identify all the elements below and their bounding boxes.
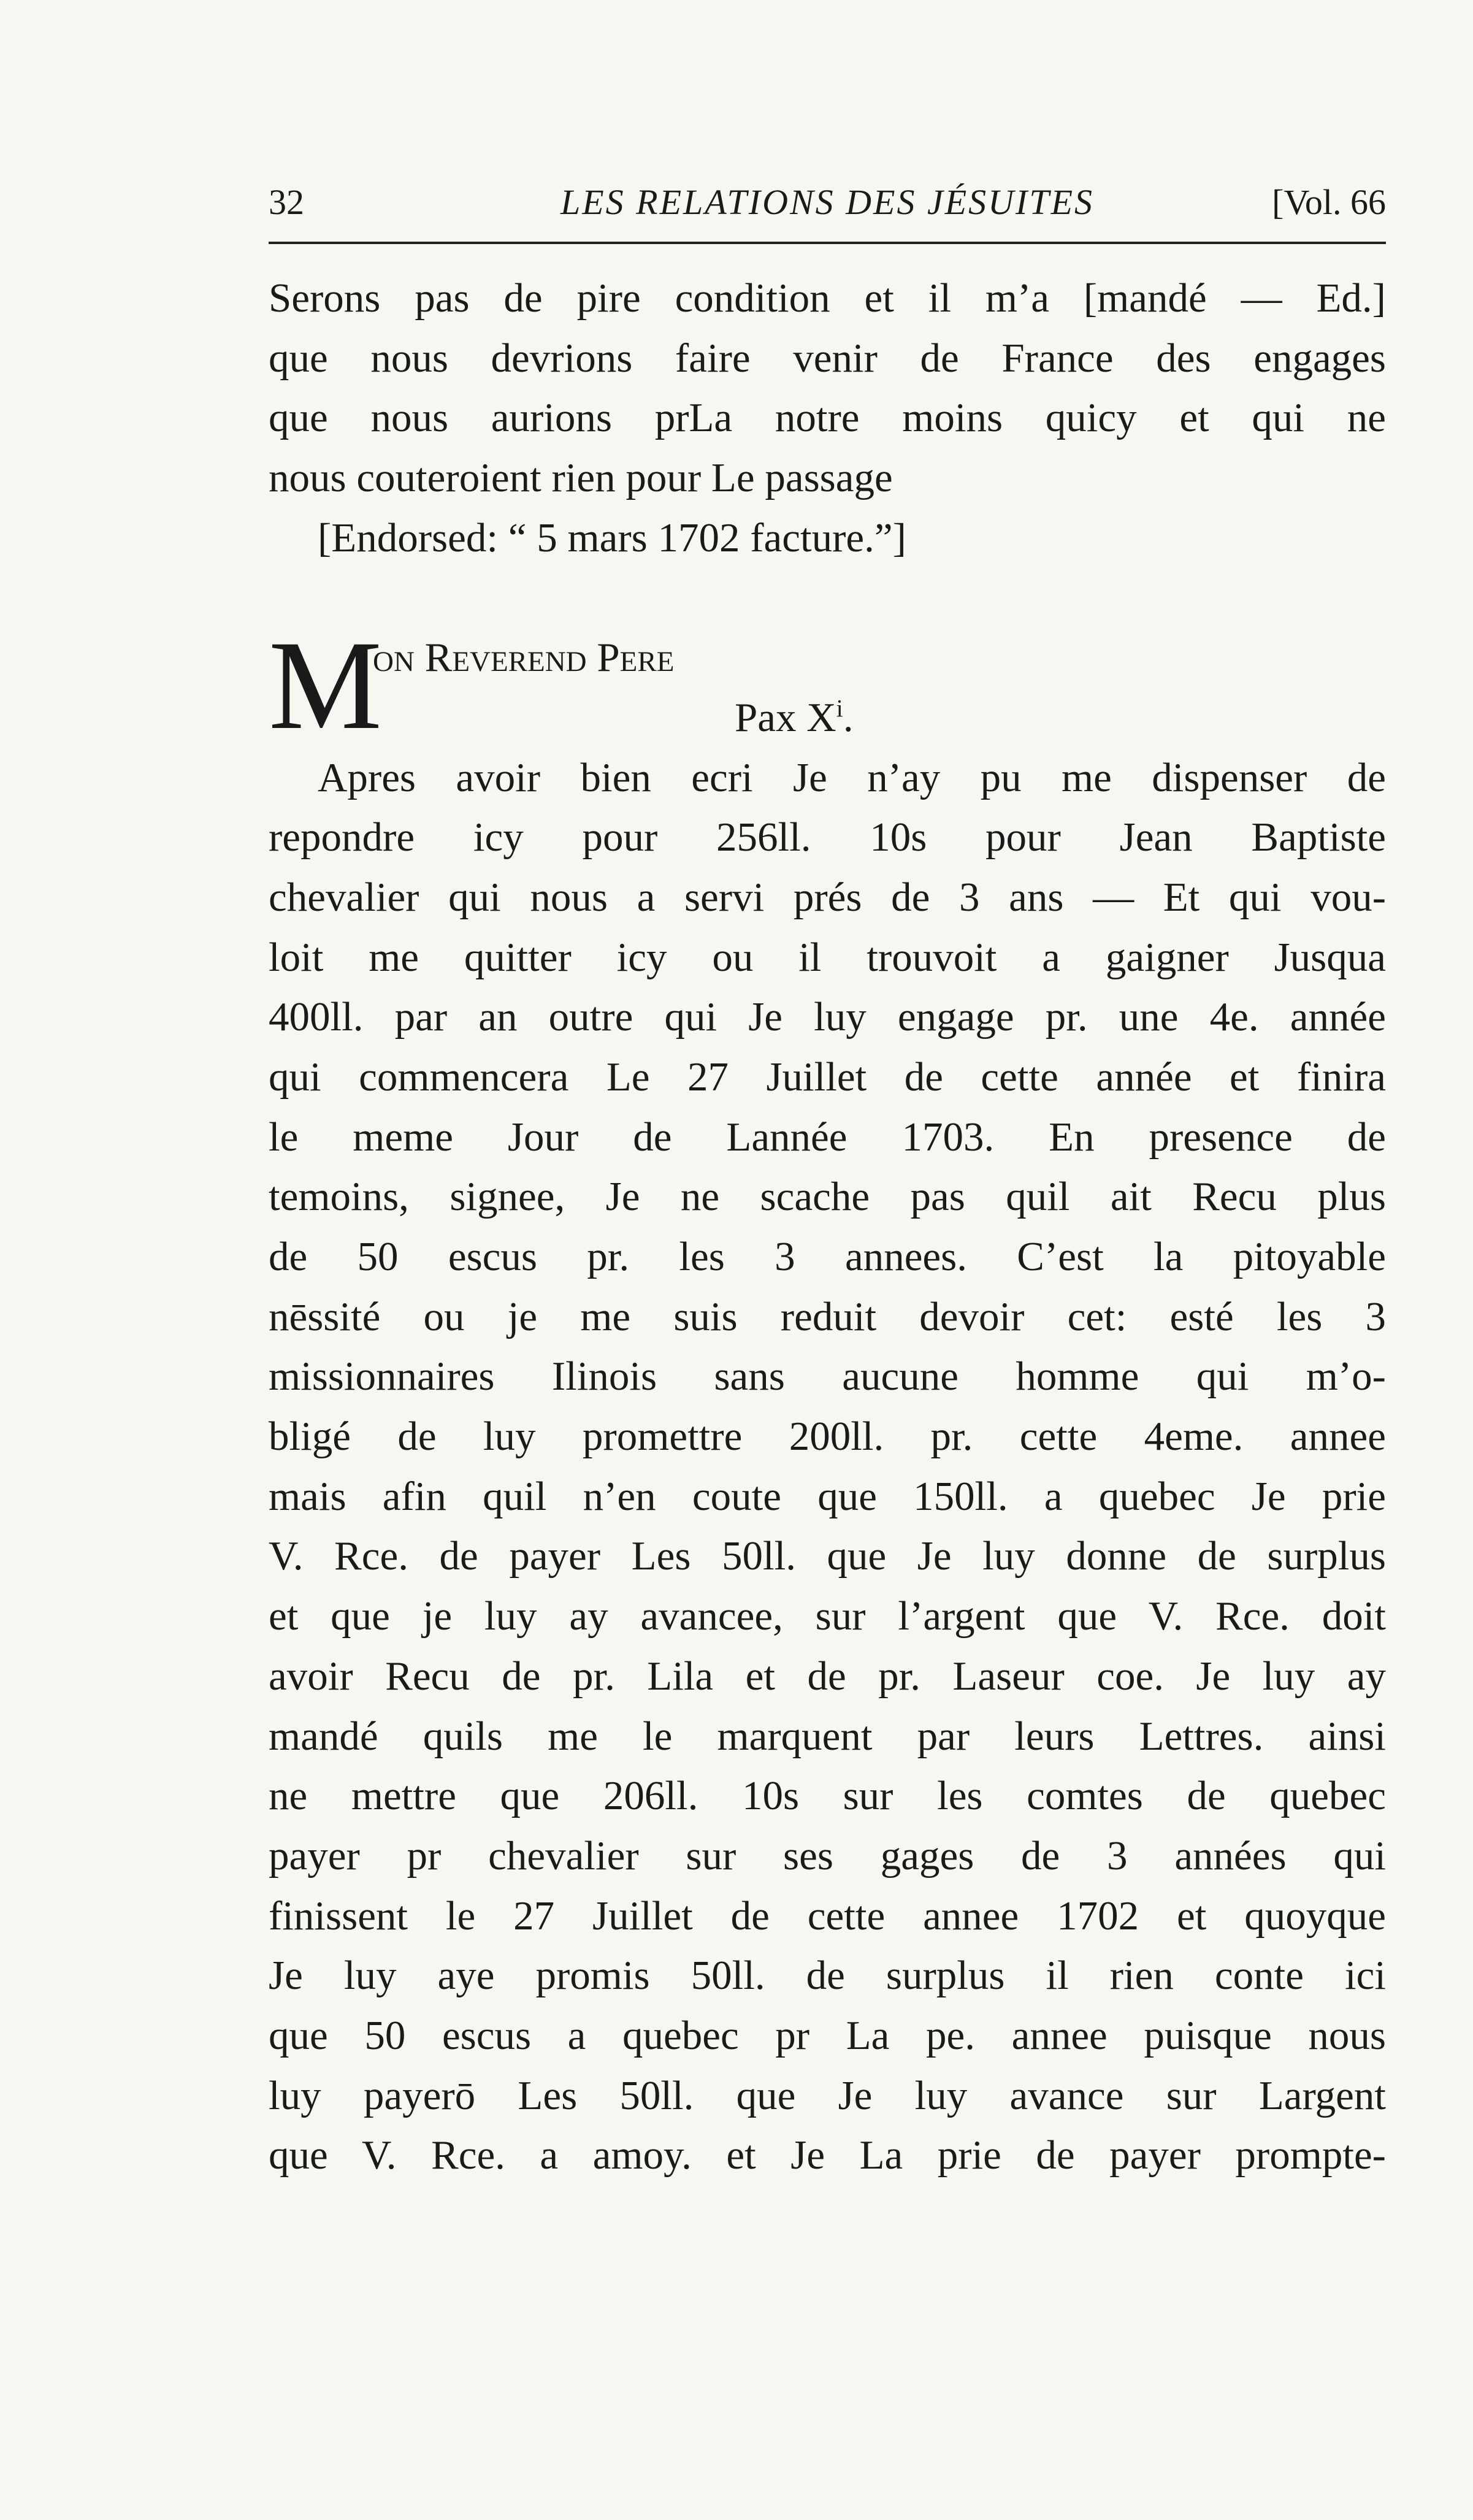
text-line: finissent le 27 Juillet de cette annee 1702 et quoyque [269, 1893, 1386, 1939]
pax-end: . [843, 694, 854, 740]
text-line: que 50 escus a quebec pr La pe. annee puisque nous [269, 2012, 1386, 2058]
text-line: 400ll. par an outre qui Je luy engage pr. une 4e. année [269, 994, 1386, 1040]
text-line: luy payerō Les 50ll. que Je luy avance sur Largent [269, 2072, 1386, 2118]
salutation-line: on Reverend Pere [373, 635, 675, 681]
salutation [269, 615, 1386, 756]
text-line: Je luy aye promis 50ll. de surplus il rien conte ici [269, 1953, 1386, 1999]
header-rule [269, 242, 1386, 244]
text-line: nēssité ou je me suis reduit devoir cet: esté les 3 [269, 1293, 1386, 1339]
text-line: nous couteroient rien pour Le passage [269, 455, 893, 501]
text-line: le meme Jour de Lannée 1703. En presence de [269, 1114, 1386, 1160]
text-line: repondre icy pour 256ll. 10s pour Jean Baptiste [269, 814, 1386, 860]
section-gap [269, 568, 1386, 628]
text-line: que nous devrions faire venir de France des engages [269, 335, 1386, 381]
pax-superscript: i [836, 694, 843, 722]
text-line: loit me quitter icy ou il trouvoit a gaigner Jusqua [269, 934, 1386, 980]
text-line: mais afin quil n’en coute que 150ll. a quebec Je prie [269, 1473, 1386, 1519]
text-body [269, 269, 1386, 2186]
text-line: V. Rce. de payer Les 50ll. que Je luy donne de surplus [269, 1533, 1386, 1579]
text-line: missionnaires Ilinois sans aucune homme qui m’o- [269, 1354, 1386, 1400]
endorsement-line: [Endorsed: “ 5 mars 1702 facture.”] [318, 515, 906, 561]
text-line: Apres avoir bien ecri Je n’ay pu me dispenser de [318, 754, 1386, 800]
text-line: chevalier qui nous a servi prés de 3 ans — Et qui vou- [269, 874, 1386, 920]
text-line: ne mettre que 206ll. 10s sur les comtes de quebec [269, 1773, 1386, 1819]
running-title: LES RELATIONS DES JÉSUITES [560, 182, 1095, 222]
pax-text: Pax X [735, 694, 836, 740]
page-number: 32 [269, 182, 304, 222]
text-line: que V. Rce. a amoy. et Je La prie de payer prompte- [269, 2132, 1386, 2178]
text-line: et que je luy ay avancee, sur l’argent que V. Rce. doit [269, 1593, 1386, 1639]
running-header [269, 182, 1386, 231]
pax-line [735, 688, 854, 748]
drop-cap: M [269, 615, 382, 756]
text-line: qui commencera Le 27 Juillet de cette année et finira [269, 1054, 1386, 1100]
text-line: bligé de luy promettre 200ll. pr. cette 4eme. annee [269, 1414, 1386, 1460]
text-line: mandé quils me le marquent par leurs Lettres. ainsi [269, 1713, 1386, 1759]
text-line: que nous aurions prLa notre moins quicy et qui ne [269, 395, 1386, 441]
text-line: Serons pas de pire condition et il m’a [mandé — Ed.] [269, 275, 1386, 321]
text-line: payer pr chevalier sur ses gages de 3 années qui [269, 1833, 1386, 1879]
text-line: temoins, signee, Je ne scache pas quil ait Recu plus [269, 1174, 1386, 1220]
volume-label: [Vol. 66 [1272, 182, 1386, 222]
text-line: de 50 escus pr. les 3 annees. C’est la pitoyable [269, 1234, 1386, 1280]
text-line: avoir Recu de pr. Lila et de pr. Laseur coe. Je luy ay [269, 1653, 1386, 1699]
